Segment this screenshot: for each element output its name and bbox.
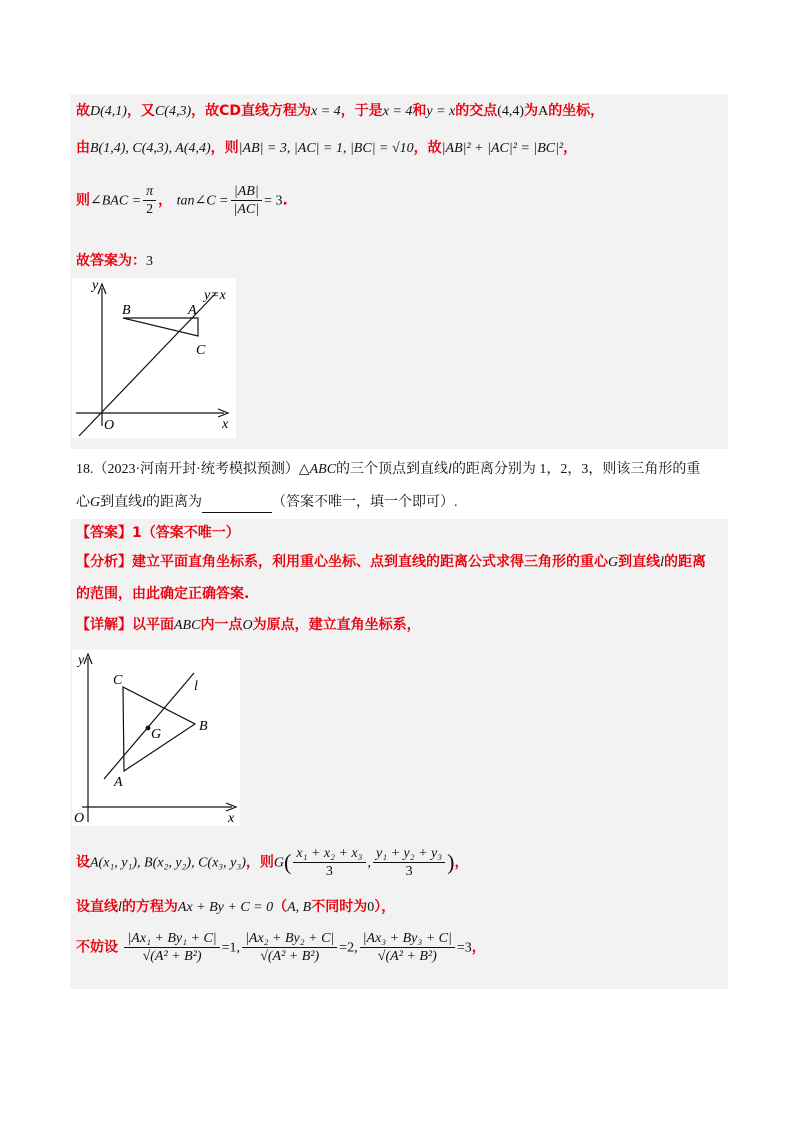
solution-line-1: 故D(4,1)，又C(4,3)，故CD直线方程为x = 4，于是x = 4和y = x的交点(4,4)为A的坐标， bbox=[76, 103, 605, 119]
label-y: y bbox=[78, 653, 85, 668]
solution-set-coordinates: 设A(x₁, y₁), B(x₂, y₂), C(x₃, y₃)，则G( $\frac{\text{x₁ + x₂ + x₃}}{3}$ , $\frac{\text{y₁ + y₂ + y₃}}{3}$ )， bbox=[76, 846, 469, 879]
fraction-pi-over-2: $\frac{\pi}{2}$ bbox=[143, 183, 156, 218]
label-b: B bbox=[199, 719, 208, 734]
label-c: C bbox=[196, 343, 206, 358]
solution-answer: 【答案】1（答案不唯一） bbox=[76, 525, 240, 541]
distance-fraction-2: $\frac{\text{|Ax₂ + By₂ + C|}}{\text{√(A² + B²)}}$ bbox=[242, 930, 337, 965]
label-y: y bbox=[92, 278, 99, 293]
answer-blank bbox=[202, 498, 272, 513]
fraction-centroid-x: $\frac{\text{x₁ + x₂ + x₃}}{3}$ bbox=[293, 845, 365, 880]
label-a: A bbox=[188, 303, 197, 318]
label-origin: O bbox=[104, 418, 115, 433]
question-line-2: 心G到直线l的距离为 （答案不唯一，填一个即可）. bbox=[76, 492, 458, 513]
solution-analysis-2: 的范围，由此确定正确答案. bbox=[76, 586, 250, 602]
label-c: C bbox=[113, 673, 123, 688]
label-origin: O bbox=[74, 811, 85, 826]
label-g: G bbox=[151, 727, 162, 742]
answer-line: 故答案为：3 bbox=[76, 253, 153, 269]
centroid-point-g bbox=[146, 726, 151, 731]
distance-fraction-1: $\frac{\text{|Ax₁ + By₁ + C|}}{\text{√(A² + B²)}}$ bbox=[124, 930, 219, 965]
figure-1-triangle-diagram bbox=[72, 278, 236, 438]
distance-fraction-3: $\frac{\text{|Ax₃ + By₃ + C|}}{\text{√(A² + B²)}}$ bbox=[360, 930, 455, 965]
label-x: x bbox=[222, 417, 229, 432]
solution-analysis-1: 【分析】建立平面直角坐标系，利用重心坐标、点到直线的距离公式求得三角形的重心G到直线l的距离 bbox=[76, 554, 707, 570]
figure-2-centroid-diagram bbox=[72, 650, 240, 826]
question-line-1: 18.（2023·河南开封·统考模拟预测）△ABC的三个顶点到直线l的距离分别为 1，2，3，则该三角形的重 bbox=[76, 462, 701, 477]
fraction-ab-over-ac: $\frac{|AB|}{|AC|}$ bbox=[231, 183, 263, 218]
label-b: B bbox=[122, 303, 131, 318]
solution-set-line-equation: 设直线l的方程为Ax + By + C = 0（A, B不同时为0）， bbox=[76, 899, 396, 915]
label-line-y-equals-x: y=x bbox=[204, 288, 226, 303]
fraction-centroid-y: $\frac{\text{y₁ + y₂ + y₃}}{3}$ bbox=[373, 845, 445, 880]
label-x: x bbox=[228, 811, 235, 826]
label-l: l bbox=[194, 679, 198, 694]
solution-detail: 【详解】以平面ABC内一点O为原点，建立直角坐标系， bbox=[76, 617, 421, 633]
solution-line-2: 由B(1,4), C(4,3), A(4,4)，则|AB| = 3, |AC| = 1, |BC| = √10，故|AB|² + |AC|² = |BC|²， bbox=[76, 140, 578, 156]
solution-distance-equations: 不妨设 $\frac{\text{|Ax₁ + By₁ + C|}}{\text{√(A² + B²)}}$ =1, $\frac{\text{|Ax₂ + By₂ + C|}}{\text{√(A² + B²)}}$ =2, $\frac{\text{|Ax₃ + By₃ + C|}}{\text{√(A² + B²)}}$ =3， bbox=[76, 931, 486, 964]
solution-line-3: 则∠BAC = $\frac{\pi}{2}$ ， tan∠C = $\frac{|AB|}{|AC|}$ = 3. bbox=[76, 184, 288, 217]
label-a: A bbox=[114, 775, 123, 790]
